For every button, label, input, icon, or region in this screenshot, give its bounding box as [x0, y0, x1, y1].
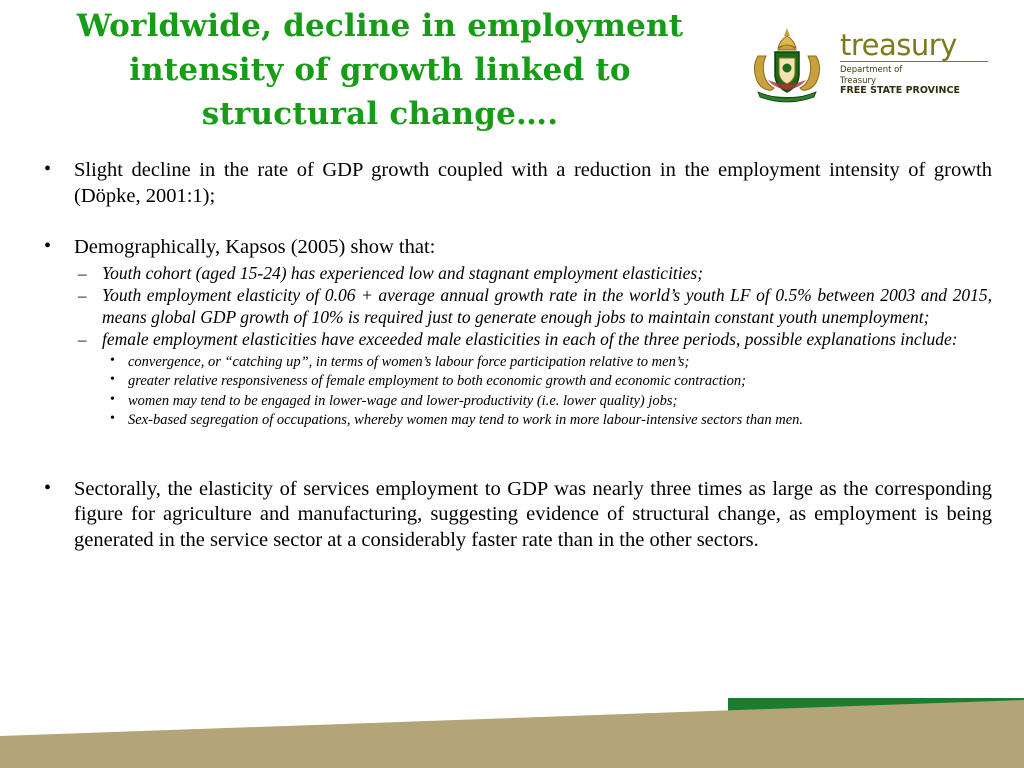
bullet-marker: •: [110, 391, 115, 407]
title-line-3: structural change….: [201, 96, 559, 132]
list-item: [102, 392, 992, 411]
bullet-text: convergence, or “catching up”, in terms of women’s labour force participation relative to men’s;: [128, 353, 690, 370]
treasury-wordmark: [840, 30, 990, 97]
bullet-marker: •: [44, 235, 52, 257]
bullet-marker: •: [110, 372, 115, 387]
bullet-marker: •: [110, 352, 115, 368]
footer-decorative-band: [0, 688, 1024, 768]
bullet-text: Slight decline in the rate of GDP growth coupled with a reduction in the employment intensity of growth (Döpke, 2001:1);: [74, 159, 992, 207]
list-item: [102, 411, 992, 430]
page-title: [20, 4, 740, 136]
list-item: [36, 158, 992, 209]
title-line-1: Worldwide, decline in employment: [76, 8, 684, 44]
list-item: [74, 285, 992, 328]
bullet-text: Sex-based segregation of occupations, whereby women may tend to work in more labour-intensive sectors than men.: [128, 412, 804, 428]
dept-line-3: [840, 86, 990, 97]
list-item: [74, 329, 992, 430]
bullet-list-level-2: [74, 263, 992, 430]
list-item: [102, 372, 992, 391]
bullet-text: Sectorally, the elasticity of services employment to GDP was nearly three times as large as the corresponding figure for agriculture and manufacturing, suggesting evidence of structural change, as employment is being generated in the service sector at a considerably faster rate than in the other sectors.: [74, 477, 992, 551]
bullet-list-level-3: [102, 353, 992, 430]
coat-of-arms-icon: [744, 22, 830, 108]
bullet-marker: –: [78, 286, 87, 305]
bullet-marker: –: [78, 330, 87, 349]
bullet-text: greater relative responsiveness of female employment to both economic growth and economic contraction;: [128, 373, 746, 389]
spacer: [36, 209, 992, 235]
bullet-text: female employment elasticities have exceeded male elasticities in each of the three periods, possible explanations include:: [102, 329, 958, 349]
bullet-marker: •: [44, 158, 52, 180]
bullet-marker: –: [78, 263, 87, 283]
bullet-text: Youth employment elasticity of 0.06 + average annual growth rate in the world’s youth LF of 0.5% between 2003 and 2015, means global GDP growth of 10% is required just to generate enough jobs to maintain constant youth unemployment;: [102, 285, 992, 327]
list-item: [36, 477, 992, 554]
spacer: [36, 431, 992, 477]
treasury-word: treasury: [840, 28, 957, 62]
dept-line-1: Department of: [840, 65, 903, 75]
dept-line-3-text: FREE STATE PROVINCE: [840, 85, 960, 96]
dept-line-2: Treasury: [840, 75, 877, 86]
title-line-2: intensity of growth linked to: [129, 52, 631, 88]
treasury-logo: [744, 18, 994, 110]
list-item: [36, 235, 992, 430]
bullet-marker: •: [110, 411, 115, 426]
bullet-text: women may tend to be engaged in lower-wage and lower-productivity (i.e. lower quality) jobs;: [128, 392, 678, 409]
list-item: [74, 263, 992, 285]
list-item: [102, 353, 992, 372]
slide-body: [36, 158, 992, 553]
bullet-text: Demographically, Kapsos (2005) show that:: [74, 236, 436, 258]
bullet-text: Youth cohort (aged 15-24) has experienced low and stagnant employment elasticities;: [102, 262, 704, 283]
bullet-list-level-1: [36, 158, 992, 553]
bullet-marker: •: [44, 476, 52, 499]
